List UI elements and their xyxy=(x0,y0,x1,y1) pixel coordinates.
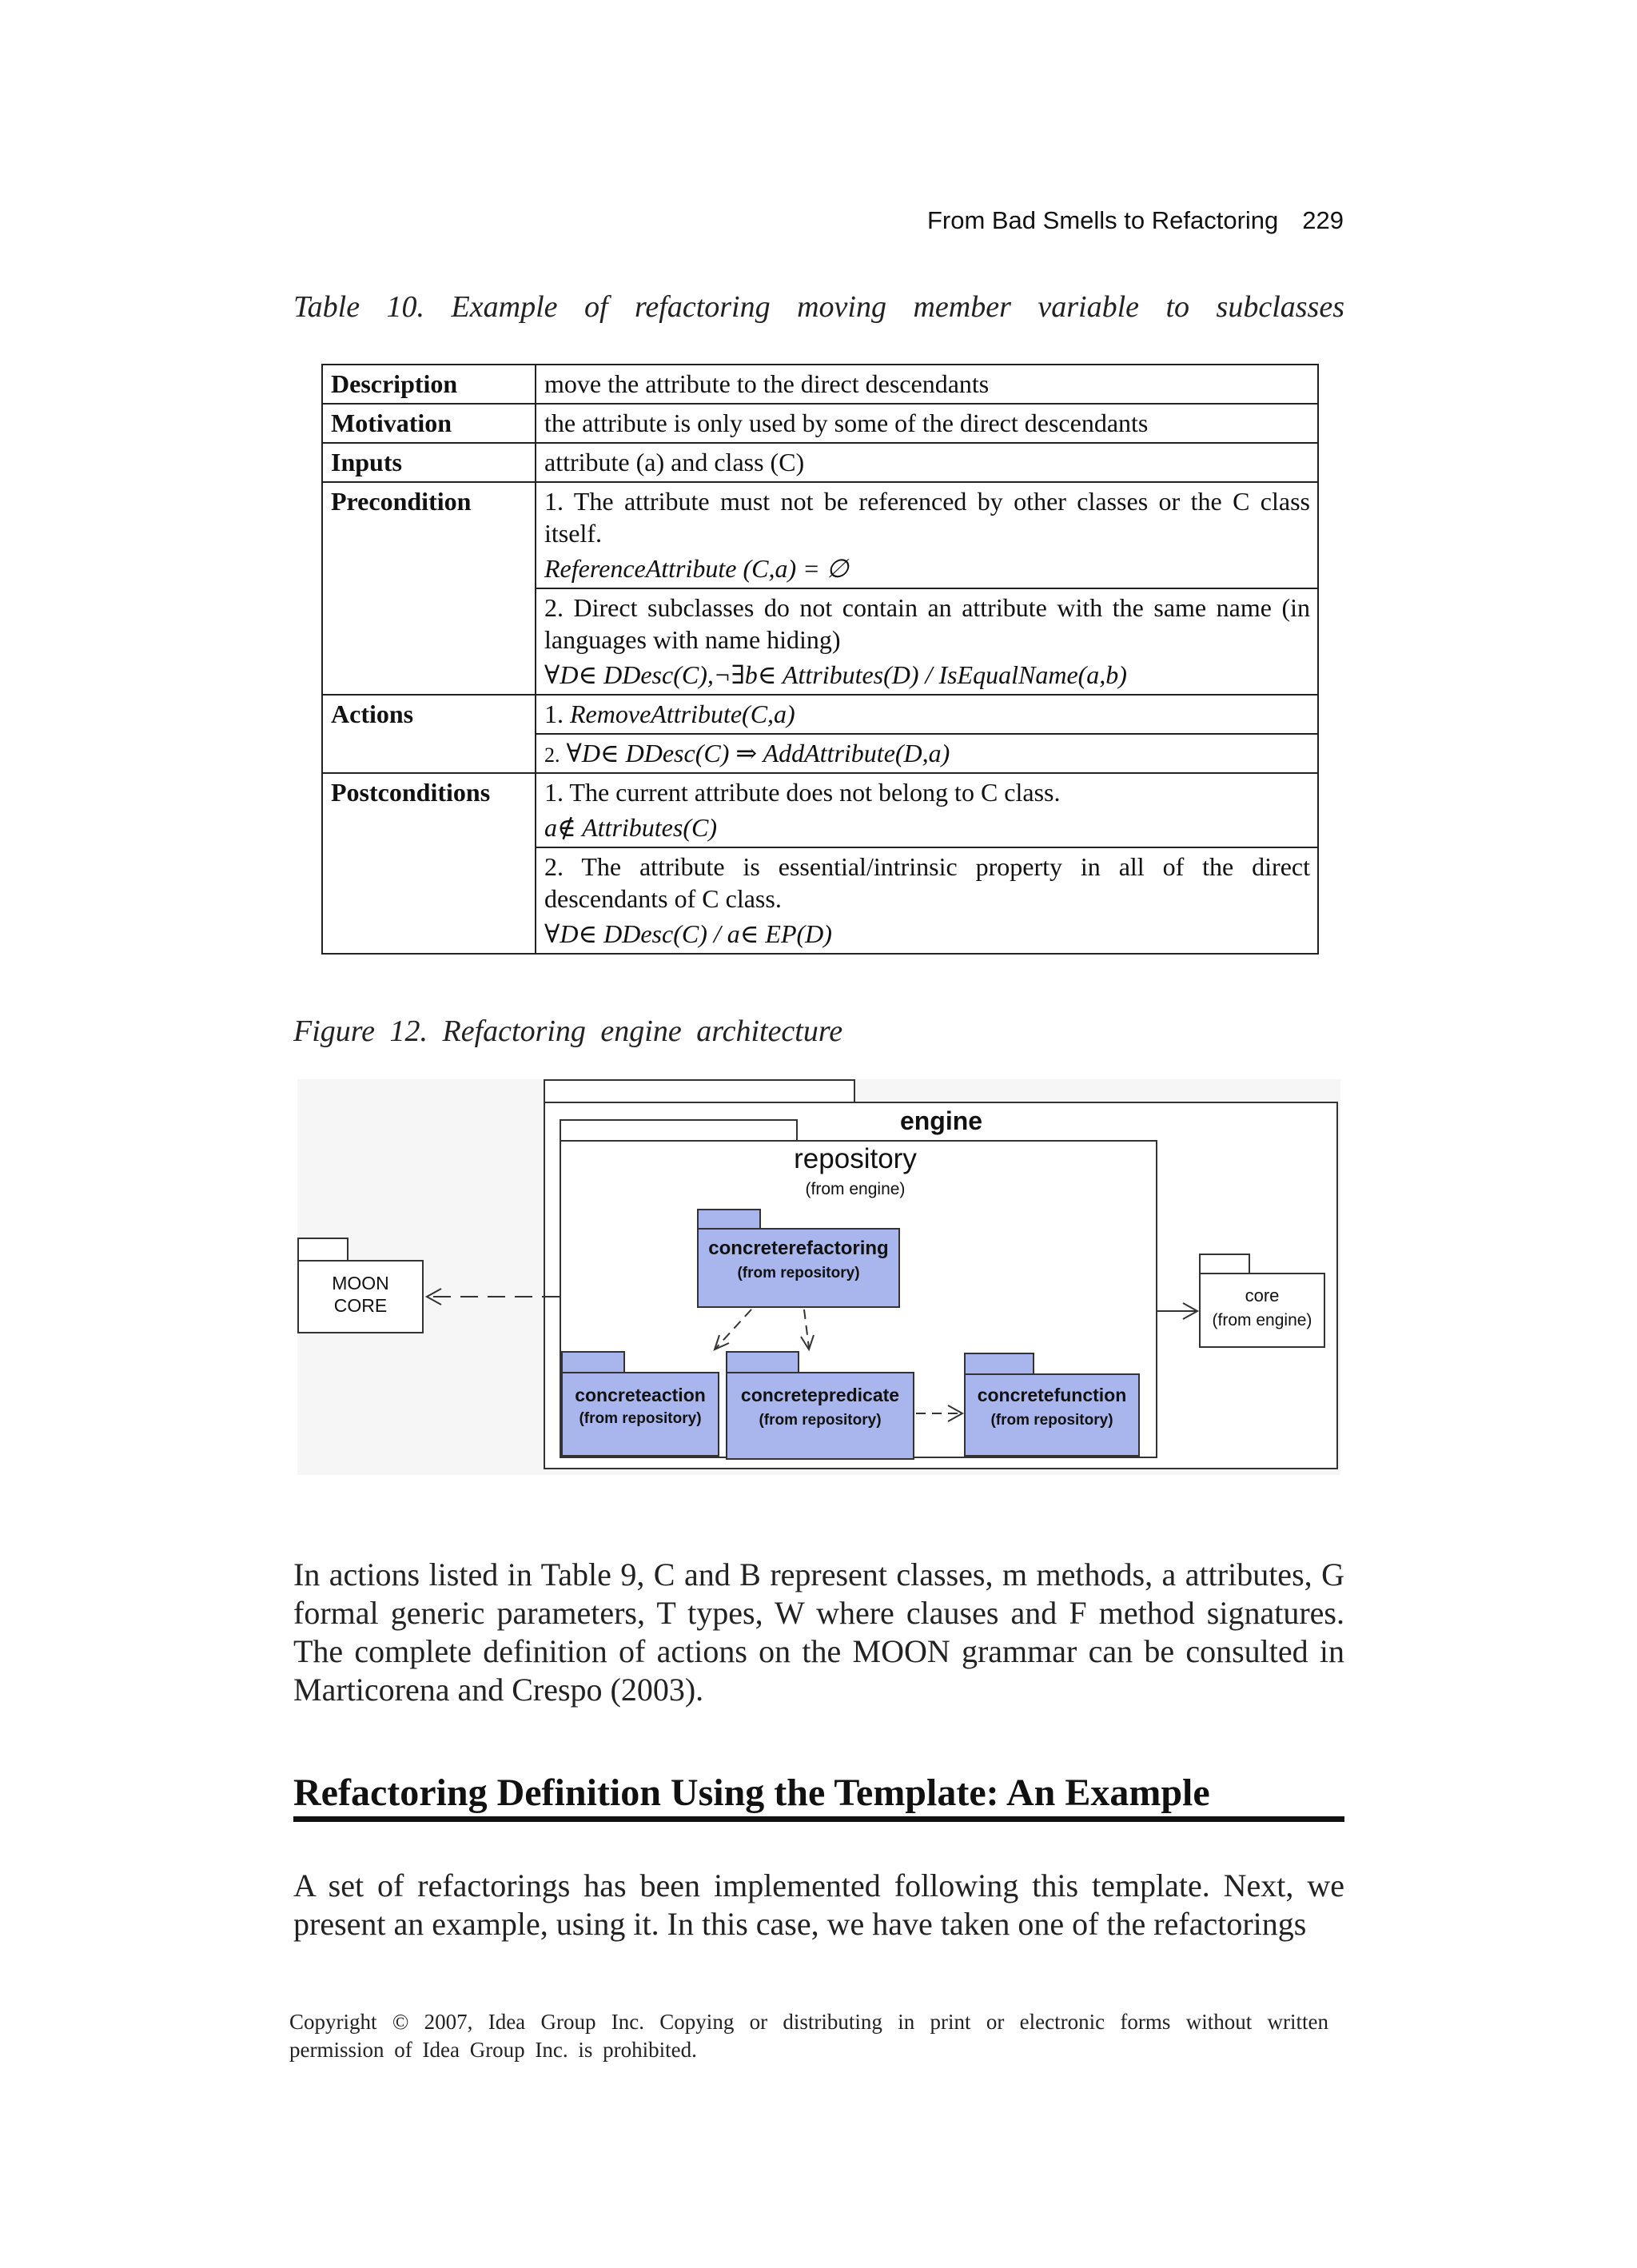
precondition-item-2 xyxy=(536,588,1318,695)
precondition-item-1 xyxy=(536,482,1318,588)
row-label-inputs: Inputs xyxy=(322,443,536,482)
table-row xyxy=(322,695,1318,734)
arrowhead-predicate xyxy=(801,1335,814,1349)
concreterefactoring-subtitle: (from repository) xyxy=(737,1265,860,1281)
body-paragraph-2: A set of refactorings has been implemented following this template. Next, we present an example, using it. In this case, we have taken one of the refactorings xyxy=(293,1867,1344,1942)
precondition-item-2-formula: ∀D∈ DDesc(C),¬∃b∈ Attributes(D) / IsEqualName(a,b) xyxy=(544,660,1127,689)
table-row xyxy=(322,365,1318,404)
architecture-diagram xyxy=(297,1079,1340,1475)
concretefunction-subtitle: (from repository) xyxy=(990,1412,1113,1429)
row-label-actions: Actions xyxy=(322,695,536,773)
row-value-motivation: the attribute is only used by some of the direct descendants xyxy=(536,404,1318,443)
core-package-title: core xyxy=(1245,1285,1280,1305)
table-row xyxy=(322,773,1318,847)
precondition-item-1-formula: ReferenceAttribute (C,a) = ∅ xyxy=(544,554,849,583)
postconditions-item-2-text: 2. The attribute is essential/intrinsic property in all of the direct descendants of C class. xyxy=(544,852,1310,913)
page-number: 229 xyxy=(1302,206,1344,234)
arrow-refactoring-to-action xyxy=(716,1309,751,1348)
core-package-subtitle: (from engine) xyxy=(1212,1311,1312,1329)
concreteaction-subtitle: (from repository) xyxy=(579,1410,702,1427)
concretefunction-title: concretefunction xyxy=(977,1385,1127,1405)
table-caption: Table 10. Example of refactoring moving member variable to subclasses xyxy=(293,290,1344,324)
copyright-notice: Copyright © 2007, Idea Group Inc. Copying or distributing in print or electronic forms without written permission of Idea Group Inc. is prohibited. xyxy=(289,2010,1328,2062)
precondition-item-1-text: 1. The attribute must not be referenced by other classes or the C class itself. xyxy=(544,487,1310,548)
actions-item-1-num: 1. xyxy=(544,700,564,728)
concretepredicate-subtitle: (from repository) xyxy=(759,1412,882,1429)
refactoring-table xyxy=(321,364,1319,955)
running-header xyxy=(927,206,1344,235)
row-value-description: move the attribute to the direct descendants xyxy=(536,365,1318,404)
row-label-postconditions: Postconditions xyxy=(322,773,536,954)
repository-package-subtitle: (from engine) xyxy=(805,1180,906,1198)
concreterefactoring-title: concreterefactoring xyxy=(708,1238,889,1259)
postconditions-item-1 xyxy=(536,773,1318,847)
actions-item-2-num: 2. xyxy=(544,743,560,767)
section-heading: Refactoring Definition Using the Template: An Example xyxy=(293,1771,1344,1822)
table-row xyxy=(322,404,1318,443)
postconditions-item-1-text: 1. The current attribute does not belong to C class. xyxy=(544,778,1061,807)
engine-package-title: engine xyxy=(899,1106,983,1135)
row-label-precondition: Precondition xyxy=(322,482,536,695)
actions-item-2-formula: ∀D∈ DDesc(C) ⇒ AddAttribute(D,a) xyxy=(566,739,950,767)
table-row xyxy=(322,443,1318,482)
repository-package-title: repository xyxy=(794,1143,917,1174)
postconditions-item-1-formula: a∉ Attributes(C) xyxy=(544,813,717,842)
row-value-inputs: attribute (a) and class (C) xyxy=(536,443,1318,482)
dependency-arrows xyxy=(297,1079,1340,1475)
concretepredicate-title: concretepredicate xyxy=(740,1385,900,1405)
row-label-description: Description xyxy=(322,365,536,404)
figure-caption: Figure 12. Refactoring engine architecture xyxy=(293,1014,843,1048)
row-label-motivation: Motivation xyxy=(322,404,536,443)
moon-core-label-line2: CORE xyxy=(333,1295,388,1316)
running-header-title: From Bad Smells to Refactoring xyxy=(926,206,1279,234)
actions-item-1 xyxy=(536,695,1318,734)
precondition-item-2-text: 2. Direct subclasses do not contain an attribute with the same name (in languages with name hiding) xyxy=(544,593,1310,654)
body-paragraph-1: In actions listed in Table 9, C and B represent classes, m methods, a attributes, G formal generic parameters, T types, W where clauses and F method signatures. The complete definition of actions on the MOON grammar can be consulted in Marticorena and Crespo (2003). xyxy=(293,1557,1344,1708)
actions-item-1-formula: RemoveAttribute(C,a) xyxy=(570,700,795,728)
postconditions-item-2-formula: ∀D∈ DDesc(C) / a∈ EP(D) xyxy=(544,919,832,948)
moon-core-label-line1: MOON xyxy=(332,1273,389,1293)
table-row xyxy=(322,482,1318,588)
actions-item-2 xyxy=(536,734,1318,773)
postconditions-item-2 xyxy=(536,847,1318,954)
concreteaction-title: concreteaction xyxy=(575,1385,706,1405)
